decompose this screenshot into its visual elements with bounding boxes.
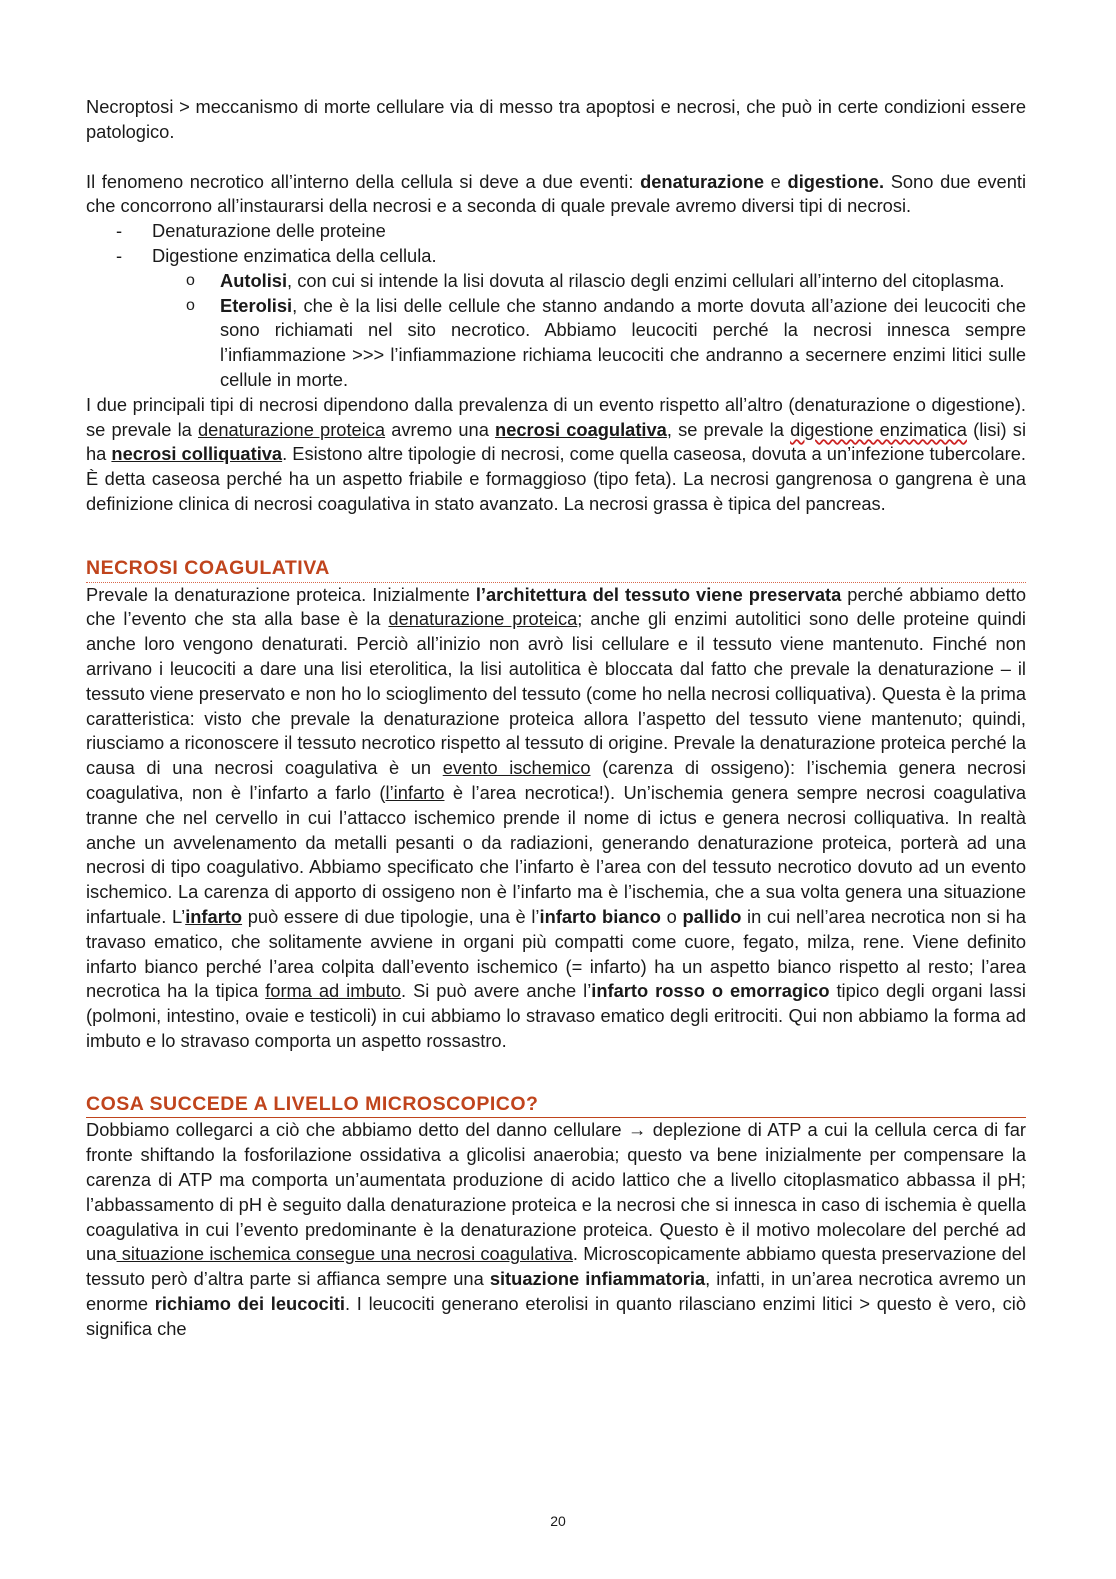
text-run: perché abbiamo detto che l’evento che sta alla base è la — [86, 583, 1027, 630]
text-run: . I leucociti generano eterolisi in quanto rilasciano enzimi litici > questo è vero, ciò significa che — [86, 1293, 1026, 1339]
text-run: ; anche gli enzimi autolitici sono delle proteine quindi anche loro vengono denaturati. Perciò all’inizio non avrò lisi cellulare e il tessuto viene mantenuto. Finché non arrivano i leucociti a dare una lisi eterolitica, la lisi autolitica è bloccata dal fatto che prevale la denaturazione – il tessuto viene preservato e non ho lo scioglimento del tessuto (come ho nella necrosi colliquativa). Questa è la prima caratteristica: visto che prevale la denaturazione proteica allora l’aspetto del tessuto viene mantenuto; quindi, riusciamo a riconoscere il tessuto necrotico rispetto al tessuto di origine. Prevale la denaturazione proteica perché la causa di una necrosi coagulativa è un — [86, 608, 1026, 779]
text-run: e — [764, 170, 788, 192]
text-run: (carenza di ossigeno): l’ischemia genera necrosi coagulativa, non è l’infarto a farlo ( — [86, 757, 1026, 803]
sub-list-item-text — [220, 270, 1004, 291]
dash-bullet: - — [116, 244, 123, 266]
text-run: o — [660, 905, 683, 927]
underlined-term: denaturazione proteica — [388, 608, 578, 630]
text-run: Il fenomeno necrotico all’interno della cellula si deve a due eventi: — [86, 170, 641, 192]
paragraph-necrosi-coagulativa — [86, 583, 1026, 1054]
bold-term: infarto rosso o emorragico — [591, 980, 830, 1002]
text-run: (lisi) si ha — [86, 418, 1027, 465]
bold-term: digestione. — [787, 170, 885, 192]
bold-term: Eterolisi — [220, 294, 293, 316]
sub-list-item-eterolisi — [86, 294, 1026, 393]
text-run: , se prevale la — [666, 418, 791, 440]
bold-term: richiamo dei leucociti — [154, 1293, 345, 1315]
sub-list-item-text — [220, 295, 1026, 390]
text-run: I due principali tipi di necrosi dipendono dalla prevalenza di un evento rispetto all’altro (denaturazione o digestione). se prevale la — [86, 393, 1026, 440]
text-run: , con cui si intende la lisi dovuta al rilascio degli enzimi cellulari all’interno del citoplasma. — [287, 269, 1005, 291]
list-item — [86, 219, 1026, 244]
text-run: , infatti, in un’area necrotica avremo un enorme — [86, 1268, 1027, 1315]
text-run: , che è la lisi delle cellule che stanno andando a morte dovuta all’azione dei leucociti che sono richiamati nel sito necrotico. Abbiamo leucociti perché la necrosi innesca sempre l’infiammazione >>> l’infiammazione richiama leucociti che andranno a secernere enzimi litici sulle cellule in morte. — [220, 294, 1026, 390]
text-run: tipico degli organi lassi (polmoni, intestino, ovaie e testicoli) in cui abbiamo lo stravaso ematico degli eritrociti. Qui non abbiamo la forma ad imbuto e lo stravaso comporta un aspetto rossastro. — [86, 980, 1026, 1051]
page-number: 20 — [550, 1513, 566, 1529]
bold-term: infarto bianco — [539, 905, 661, 927]
text-run: . Esistono altre tipologie di necrosi, come quella caseosa, dovuta a un’infezione tubercolare. È detta caseosa perché ha un aspetto friabile e formaggioso (tipo feta). La necrosi gangrenosa o gangrena è una definizione clinica di necrosi coagulativa in stato avanzato. La necrosi grassa è tipica del pancreas. — [86, 443, 1026, 514]
bold-term: situazione infiammatoria — [489, 1268, 706, 1290]
circle-bullet: o — [186, 296, 195, 314]
text-run: Necroptosi > meccanismo di morte cellulare via di messo tra apoptosi e necrosi, che può in certe condizioni essere patologico. — [86, 96, 1026, 142]
underlined-term: digestione enzimatica — [790, 418, 967, 440]
document-page — [86, 95, 1026, 1342]
paragraph-necrotic-phenomenon — [86, 170, 1026, 220]
sub-list-item-autolisi — [86, 269, 1026, 294]
text-run: è l’area necrotica!). Un’ischemia genera sempre necrosi coagulativa tranne che nel cervello in cui l’attacco ischemico prende il nome di ictus e genera necrosi colliquativa. In realtà anche un avvelenamento da metalli pesanti o da radiazioni, generando denaturazione proteica, porterà ad una necrosi di tipo coagulativo. Abbiamo specificato che l’infarto è l’area con del tessuto necrotico dovuto ad un evento ischemico. La carenza di apporto di ossigeno non è l’infarto ma è l’ischemia, che a sua volta genera una situazione infartuale. L’ — [86, 781, 1026, 927]
text-run: in cui nell’area necrotica non si ha travaso ematico, che solitamente avviene in organi più compatti come cuore, fegato, milza, rene. Viene definito infarto bianco perché l’area colpita dall’evento ischemico (= infarto) ha un aspetto bianco rispetto al resto; l’area necrotica ha la tipica — [86, 905, 1027, 1002]
bold-underlined-term: necrosi coagulativa — [495, 418, 667, 440]
list-item-text: Denaturazione delle proteine — [152, 220, 386, 242]
circle-bullet: o — [186, 271, 195, 289]
section-heading-microscopico: COSA SUCCEDE A LIVELLO MICROSCOPICO? — [86, 1092, 1026, 1119]
text-run: . Si può avere anche l’ — [401, 980, 592, 1002]
underlined-term: denaturazione proteica — [198, 418, 386, 440]
text-run: . Microscopicamente abbiamo questa preservazione del tessuto però d’altra parte si affianca sempre una — [86, 1243, 1026, 1290]
text-run: Dobbiamo collegarci a ciò che abbiamo detto del danno cellulare → deplezione di ATP a cui la cellula cerca di far fronte shiftando la fosforilazione ossidativa a glicolisi anaerobia; questo va bene inizialmente per compensare la carenza di ATP ma comporta un’aumentata produzione di acido lattico che a livello citoplasmatico abbassa il pH; l’abbassamento di pH è seguito dalla denaturazione proteica e la necrosi che si innesca in caso di ischemia è quella coagulativa in cui l’evento predominante è la denaturazione proteica. Questo è il motivo molecolare del perché ad una — [86, 1119, 1026, 1265]
list-item-text: Digestione enzimatica della cellula. — [152, 244, 437, 266]
underlined-term: l’infarto — [385, 781, 445, 803]
bold-underlined-term: necrosi colliquativa — [111, 443, 283, 465]
underlined-term: situazione ischemica consegue una necrosi coagulativa — [116, 1243, 573, 1265]
bold-term: l’architettura del tessuto viene preservata — [475, 583, 842, 605]
dash-list — [86, 219, 1026, 269]
underlined-term: evento ischemico — [442, 757, 591, 779]
bold-term: Autolisi — [220, 269, 288, 291]
dash-bullet: - — [116, 220, 123, 242]
text-run: avremo una — [385, 418, 496, 440]
bold-term: pallido — [682, 905, 742, 927]
bold-underlined-term: infarto — [185, 905, 243, 927]
paragraph-necrosis-types — [86, 393, 1026, 517]
section-heading-necrosi-coagulativa: NECROSI COAGULATIVA — [86, 556, 1026, 583]
paragraph-microscopico — [86, 1118, 1026, 1341]
text-run: Sono due eventi che concorrono all’instaurarsi della necrosi e a seconda di quale prevale avremo diversi tipi di necrosi. — [86, 170, 1027, 217]
text-run: Prevale la denaturazione proteica. Inizialmente — [86, 583, 476, 605]
bold-term: denaturazione — [640, 170, 765, 192]
paragraph-necroptosi — [86, 95, 1026, 145]
underlined-term: forma ad imbuto — [265, 980, 402, 1002]
sub-list — [86, 269, 1026, 393]
text-run: può essere di due tipologie, una è l’ — [242, 905, 540, 927]
list-item — [86, 244, 1026, 269]
